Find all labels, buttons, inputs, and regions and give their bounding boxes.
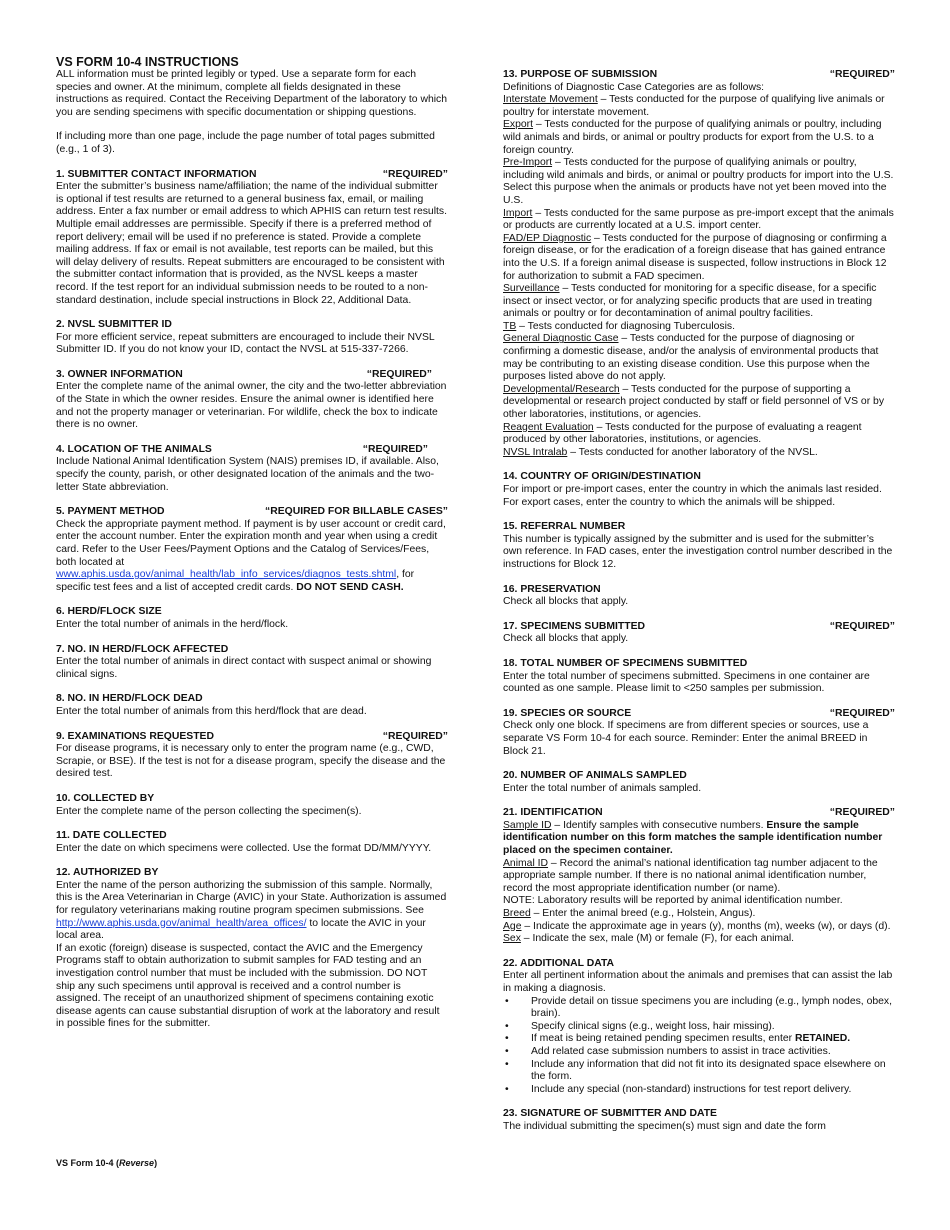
section-22	[503, 958, 895, 1097]
section-body: The individual submitting the specimen(s) must sign and date the form	[503, 1120, 826, 1132]
definition	[503, 208, 895, 233]
note: NOTE: Laboratory results will be reported by animal identification number.	[503, 895, 843, 907]
intro-section	[56, 55, 448, 157]
definition-term: FAD/EP Diagnostic	[503, 232, 592, 244]
definition-term: Sample ID	[503, 819, 552, 831]
section-heading: 9. EXAMINATIONS REQUESTED	[56, 730, 214, 742]
breed-definition	[503, 908, 895, 921]
intro-text: ALL information must be printed legibly or typed. Use a separate form for each species and owner. At the minimum, complete all fields designated in these instructions as required. Contact the Receiving Department of the laboratory to which you are sending specimens with specific documentation or shipping questions.	[56, 69, 448, 118]
section-body: Include National Animal Identification System (NAIS) premises ID, if available. Also, specify the county, parish, or other designated location of the animals and the two-letter State abbreviation.	[56, 456, 439, 493]
definition	[503, 447, 895, 460]
area-offices-link[interactable]: http://www.aphis.usda.gov/animal_health/area_offices/	[56, 917, 307, 929]
section-heading: 16. PRESERVATION	[503, 583, 601, 595]
section-5	[56, 506, 448, 594]
section-body: Enter the total number of specimens submitted. Specimens in one container are counted as one sample. Please limit to <250 samples per submission.	[503, 670, 870, 695]
definition-term: Surveillance	[503, 283, 560, 295]
section-body	[56, 880, 448, 943]
section-body: Enter the complete name of the animal owner, the city and the two-letter abbreviation of the State in which the owner resides. Ensure the animal owner is identified here and not the property manager or veterinarian. For wildlife, check the box to indicate there is no owner.	[56, 381, 447, 431]
right-column	[503, 69, 895, 1134]
section-2	[56, 319, 448, 357]
section-body: Check all blocks that apply.	[503, 596, 629, 608]
section-body-text: Check the appropriate payment method. If payment is by user account or credit card, enter the account number. Enter the expiration month and year when using a credit card. Refer to the User Fees/Payment Options and the Catalog of Services/Fees, both located at	[56, 518, 446, 568]
additional-data-list	[503, 996, 895, 1097]
age-definition	[503, 921, 895, 934]
definition	[503, 333, 895, 383]
definition-text: – Tests conducted for the same purpose as pre-import except that the animals or products are currently located at a U.S. import center.	[503, 207, 894, 232]
section-body: For more efficient service, repeat submitters are encouraged to include their NVSL Submitter ID. If you do not know your ID, contact the NVSL at 515-337-7266.	[56, 331, 435, 356]
section-body: Enter the total number of animals from this herd/flock that are dead.	[56, 705, 367, 717]
definition	[503, 119, 895, 157]
definition-term: Breed	[503, 908, 531, 920]
definition-text: – Tests conducted for the purpose of diagnosing or confirming a domestic disease, and/or the analysis of environmental products that may be contributing to an existing disease condition. Use this purpose when the purposes listed above do not apply.	[503, 333, 879, 383]
section-heading: 11. DATE COLLECTED	[56, 830, 167, 842]
sex-definition	[503, 933, 895, 946]
section-21	[503, 807, 895, 946]
section-heading: 21. IDENTIFICATION	[503, 807, 603, 819]
section-body	[56, 519, 448, 595]
section-12	[56, 867, 448, 1031]
definition	[503, 422, 895, 447]
animal-id-definition	[503, 858, 895, 896]
section-body: Enter all pertinent information about the animals and premises that can assist the lab in making a diagnosis.	[503, 970, 893, 994]
definition	[503, 384, 895, 422]
list-item: • Include any special (non-standard) instructions for test report delivery.	[503, 1084, 895, 1097]
list-item: • Provide detail on tissue specimens you are including (e.g., lymph nodes, obex, brain).	[503, 996, 895, 1021]
definition	[503, 94, 895, 119]
section-heading: 19. SPECIES OR SOURCE	[503, 707, 632, 719]
section-heading: 3. OWNER INFORMATION	[56, 368, 183, 380]
section-body: Enter the total number of animals in the herd/flock.	[56, 618, 289, 630]
section-heading: 18. TOTAL NUMBER OF SPECIMENS SUBMITTED	[503, 657, 748, 669]
intro-text-2: If including more than one page, include the page number of total pages submitted (e.g., 1 of 3).	[56, 131, 435, 155]
definition	[503, 157, 895, 207]
section-body: Enter the submitter’s business name/affiliation; the name of the individual submitter is optional if test results are returned to a general business fax, email, or mailing address. Enter a fax number or email address to which APHIS can return test results. Multiple email addresses are permissible. Specify if there is a preferred method of report delivery; email will be used if no preference is stated. Provide a complete mailing address. If fax or email is not available, test reports can be mailed, but this will delay delivery of results. Repeat submitters are encouraged to be consistent with the submitter contact information that is provided, as the NVSL keeps a master record. If the test report for an individual submission needs to be routed to a non-standard destination, include special instructions in Block 22, Additional Data.	[56, 181, 447, 306]
required-label: “REQUIRED”	[829, 69, 895, 80]
required-label: “REQUIRED”	[382, 168, 448, 180]
definition-text: – Tests conducted for the purpose of diagnosing or confirming a foreign disease, or for the eradication of a foreign disease that has gained entrance into the U.S. If a foreign animal disease is suspected, follow instructions in Block 12 for authorization to submit a FAD specimen.	[503, 232, 887, 282]
section-7	[56, 644, 448, 682]
list-item	[503, 1033, 895, 1046]
section-intro: Definitions of Diagnostic Case Categories are as follows:	[503, 81, 765, 93]
section-6	[56, 606, 448, 631]
section-heading: 15. REFERRAL NUMBER	[503, 521, 626, 533]
definition-term: Sex	[503, 933, 521, 945]
definition-text: – Tests conducted for the purpose of qualifying live animals or poultry for interstate movement.	[503, 94, 885, 118]
section-body: For disease programs, it is necessary only to enter the program name (e.g., CWD, Scrapie, or BSE). If the test is not for a disease program, specify the disease and the desired test.	[56, 743, 446, 780]
footer-form: VS Form 10-4 (	[56, 1158, 120, 1168]
section-heading: 20. NUMBER OF ANIMALS SAMPLED	[503, 770, 687, 782]
section-body-2: If an exotic (foreign) disease is suspected, contact the AVIC and the Emergency Programs staff to obtain authorization to submit samples for FAD testing and an investigation control number that must be included with the submission. DO NOT ship any such specimens until approval is received and a control number is assigned. The receipt of an unauthorized shipment of specimens containing exotic disease agents can cause substantial disruption of work at the laboratory and result in possible fines for the submitter.	[56, 942, 440, 1030]
list-item: • Include any information that did not fit into its designated space elsewhere on the form.	[503, 1059, 895, 1084]
section-heading: 1. SUBMITTER CONTACT INFORMATION	[56, 168, 257, 180]
section-16	[503, 584, 895, 609]
section-heading: 8. NO. IN HERD/FLOCK DEAD	[56, 693, 203, 705]
definition-term: Age	[503, 920, 522, 932]
section-11	[56, 830, 448, 855]
purpose-definitions	[503, 94, 895, 459]
definition-text: – Indicate the sex, male (M) or female (F), for each animal.	[520, 933, 795, 945]
section-body: Enter the total number of animals in direct contact with suspect animal or showing clinical signs.	[56, 656, 432, 680]
section-heading: 5. PAYMENT METHOD	[56, 506, 165, 518]
section-20	[503, 770, 895, 795]
definition-term: TB	[503, 320, 517, 332]
required-label: “REQUIRED”	[829, 807, 895, 819]
definition-term: Interstate Movement	[503, 94, 598, 106]
section-heading: 4. LOCATION OF THE ANIMALS	[56, 443, 212, 455]
definition	[503, 321, 895, 334]
section-heading: 10. COLLECTED BY	[56, 792, 155, 804]
section-body: Check only one block. If specimens are from different species or sources, use a separate VS Form 10-4 for each source. Reminder: Enter the animal BREED in Block 21.	[503, 720, 869, 757]
definition-text: – Tests conducted for the purpose of qualifying animals or poultry, including wild animals and birds, or animal or poultry products for import into the U.S. Select this purpose when the animals or products have not yet been moved into the U.S.	[503, 157, 894, 206]
definition-text: – Tests conducted for the purpose of qualifying animals or poultry, including wild animals and birds, or animal or poultry products for export from the U.S. to a foreign country.	[503, 119, 882, 156]
definition-text: – Record the animal’s national identification tag number adjacent to the appropriate sample number. If there is no national animal identification number, record the most appropriate identification number (or name).	[503, 857, 878, 894]
page-footer	[56, 1157, 157, 1170]
definition	[503, 233, 895, 283]
section-15	[503, 521, 895, 571]
section-heading: 17. SPECIMENS SUBMITTED	[503, 620, 646, 632]
section-heading: 6. HERD/FLOCK SIZE	[56, 606, 162, 618]
section-13	[503, 69, 895, 459]
definition	[503, 283, 895, 321]
definition-term: Animal ID	[503, 857, 549, 869]
section-heading: 13. PURPOSE OF SUBMISSION	[503, 69, 658, 80]
definition-term: Developmental/Research	[503, 383, 620, 395]
section-9	[56, 731, 448, 781]
section-heading: 14. COUNTRY OF ORIGIN/DESTINATION	[503, 471, 701, 483]
section-body: For import or pre-import cases, enter the country in which the animals last resided. For export cases, enter the country to which the animals will be shipped.	[503, 484, 882, 508]
required-label: “REQUIRED”	[366, 368, 432, 380]
section-heading: 22. ADDITIONAL DATA	[503, 957, 615, 969]
section-body: Check all blocks that apply.	[503, 633, 629, 645]
section-heading: 2. NVSL SUBMITTER ID	[56, 319, 172, 331]
section-23	[503, 1108, 895, 1133]
section-body: Enter the date on which specimens were collected. Use the format DD/MM/YYYY.	[56, 842, 432, 854]
footer-close: )	[154, 1158, 158, 1168]
section-body-text: to locate the AVIC in your local area.	[56, 917, 426, 942]
list-item: • Specify clinical signs (e.g., weight loss, hair missing).	[503, 1021, 895, 1034]
fees-link[interactable]: www.aphis.usda.gov/animal_health/lab_info_services/diagnos_tests.shtml	[56, 569, 397, 581]
definition-text: – Tests conducted for the purpose of evaluating a reagent produced by other laboratories, institutions, or agencies.	[503, 421, 862, 446]
required-label: “REQUIRED”	[829, 620, 895, 632]
required-billable-label: “REQUIRED FOR BILLABLE CASES”	[265, 506, 448, 518]
definition-text: – Tests conducted for diagnosing Tuberculosis.	[516, 320, 736, 332]
left-column	[56, 55, 448, 1031]
list-item-text: If meat is being retained pending specimen results, enter	[531, 1033, 795, 1045]
definition-term: NVSL Intralab	[503, 446, 568, 458]
section-14	[503, 471, 895, 509]
definition-text: – Tests conducted for monitoring for a specific disease, for a specific insect or insect vector, or for analyzing specific products that are used in treating animals or poultry or for decontamination of animal poultry facilities.	[503, 283, 877, 320]
section-17	[503, 621, 895, 646]
sample-id-definition	[503, 820, 895, 858]
section-18	[503, 658, 895, 696]
section-body-text: Enter the name of the person authorizing the submission of this sample. Normally, this is the Area Veterinarian in Charge (AVIC) in your State. Authorization is assumed for regulatory veterinarians making routine program specimen submissions. See	[56, 879, 447, 917]
section-1	[56, 169, 448, 308]
sample-id-warning: Ensure the sample identification number on this form matches the sample identification number placed on the specimen container.	[503, 819, 883, 857]
section-heading: 12. AUTHORIZED BY	[56, 867, 159, 879]
required-label: “REQUIRED”	[382, 730, 448, 742]
definition-term: Export	[503, 119, 534, 131]
page-title: VS FORM 10-4 INSTRUCTIONS	[56, 55, 239, 69]
section-body: Enter the total number of animals sampled.	[503, 782, 702, 794]
section-body: Enter the complete name of the person collecting the specimen(s).	[56, 805, 362, 817]
section-heading: 7. NO. IN HERD/FLOCK AFFECTED	[56, 643, 229, 655]
required-label: “REQUIRED”	[362, 443, 428, 455]
definition-text: – Identify samples with consecutive numbers.	[551, 819, 767, 831]
definition-term: Reagent Evaluation	[503, 421, 594, 433]
section-body: This number is typically assigned by the submitter and is used for the submitter’s own reference. In FAD cases, enter the investigation control number described in the instructions for Block 12.	[503, 533, 893, 570]
section-10	[56, 793, 448, 818]
section-heading: 23. SIGNATURE OF SUBMITTER AND DATE	[503, 1108, 717, 1120]
definition-text: – Enter the animal breed (e.g., Holstein, Angus).	[530, 908, 756, 920]
definition-term: Import	[503, 207, 533, 219]
section-body-text: , for specific test fees and a list of accepted credit cards.	[56, 569, 415, 593]
required-label: “REQUIRED”	[829, 707, 895, 719]
definition-text: – Indicate the approximate age in years (y), months (m), weeks (w), or days (d).	[521, 920, 891, 932]
section-4	[56, 444, 448, 494]
definition-text: – Tests conducted for another laboratory of the NVSL.	[567, 446, 818, 458]
definition-term: General Diagnostic Case	[503, 333, 619, 345]
section-19	[503, 708, 895, 758]
section-3	[56, 369, 448, 432]
list-item: • Add related case submission numbers to assist in trace activities.	[503, 1046, 895, 1059]
cash-warning: DO NOT SEND CASH.	[296, 581, 404, 593]
definition-text: – Tests conducted for the purpose of supporting a developmental or research project conducted by staff or field personnel of VS or by other laboratories, institutions, or agencies.	[503, 383, 885, 421]
definition-term: Pre-Import	[503, 157, 553, 169]
section-8	[56, 693, 448, 718]
footer-reverse: Reverse	[119, 1158, 155, 1168]
retained-label: RETAINED.	[794, 1033, 851, 1045]
